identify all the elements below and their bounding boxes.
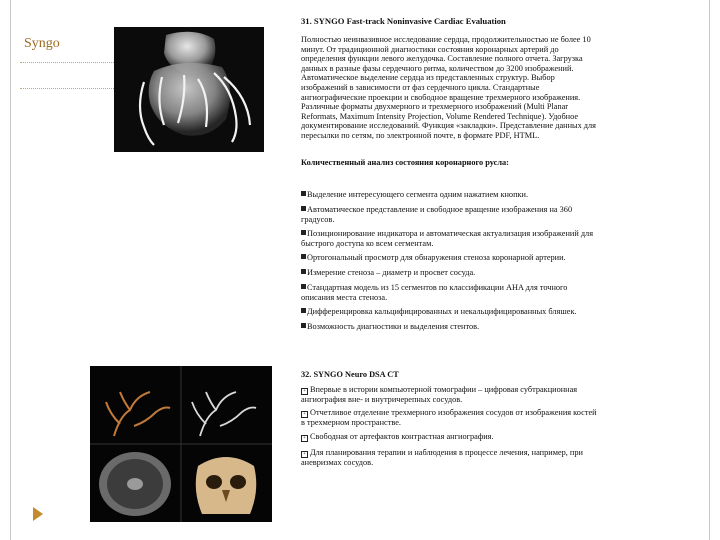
square-bullet-icon: [301, 191, 306, 196]
list-item: + Отчетливое отделение трехмерного изображения сосудов от изображения костей в трехмерном пространстве.: [301, 408, 597, 427]
paragraph-line: минут. От традиционной диагностики состояния коронарных артерий до: [301, 44, 559, 54]
paragraph-line: Reformats, Maximum Intensity Projection, Volume Rendered Technique). Удобное: [301, 111, 579, 121]
list-item: Автоматическое представление и свободное вращение изображения на 360 градусов.: [301, 205, 573, 224]
section-32-title: 32. SYNGO Neuro DSA CT: [301, 370, 399, 379]
paragraph-line: Полностью неинвазивное исследование сердца, продолжительностью не более 10: [301, 35, 591, 44]
brand-title: Syngo: [24, 36, 60, 51]
list-item: Измерение стеноза – диаметр и просвет сосуда.: [301, 268, 475, 278]
list-item: + Свободная от артефактов контрастная ангиография.: [301, 432, 494, 442]
list-item: + Для планирования терапии и наблюдения в процессе лечения, например, при аневризмах сосудов.: [301, 448, 583, 467]
section-31-paragraph: [301, 35, 596, 141]
list-item: Ортогональный просмотр для обнаружения стеноза коронарной артерии.: [301, 253, 566, 263]
section-31-title: 31. SYNGO Fast-track Noninvasive Cardiac Evaluation: [301, 16, 506, 26]
list-item: Возможность диагностики и выделения стентов.: [301, 322, 479, 332]
list-item: + Впервые в истории компьютерной томографии – цифровая субтракционная ангиография вне- и внутричерепных сосудов.: [301, 385, 578, 404]
boxed-plus-bullet-icon: +: [301, 411, 308, 418]
list-item: Выделение интересующего сегмента одним нажатием кнопки.: [301, 190, 528, 200]
paragraph-line: Автоматическое выделение сердца из представленных структур. Выбор: [301, 73, 555, 83]
divider-bottom: [20, 88, 120, 89]
paragraph-line: документирование исследований. Функция «закладки». Представление данных для: [301, 121, 596, 131]
square-bullet-icon: [301, 254, 306, 259]
paragraph-line: пересылки по сетям, по электронной почте, в формате PDF, HTML.: [301, 130, 540, 140]
paragraph-line: Различные форматы двухмерного и трехмерного изображений (Multi Planar: [301, 102, 569, 112]
left-border-line: [10, 0, 11, 540]
heart-3d-image: [114, 27, 264, 152]
boxed-plus-bullet-icon: +: [301, 388, 308, 395]
square-bullet-icon: [301, 323, 306, 328]
list-item: Стандартная модель из 15 сегментов по классификации AHA для точного описания места стеноза.: [301, 283, 568, 302]
list-item: Позиционирование индикатора и автоматическая актуализация изображений для быстрого доступа ко всем сегментам.: [301, 229, 594, 248]
square-bullet-icon: [301, 284, 306, 289]
neuro-dsa-ct-image: [90, 366, 272, 522]
square-bullet-icon: [301, 206, 306, 211]
square-bullet-icon: [301, 308, 306, 313]
section-31-subheading: Количественный анализ состояния коронарного русла:: [301, 158, 509, 167]
divider-top: [20, 62, 120, 63]
paragraph-line: данных в разные фазы сердечного ритма, количеством до 3200 изображений.: [301, 63, 574, 73]
paragraph-line: ангиографические проекции и свободное вращение трехмерного изображения.: [301, 92, 581, 102]
list-item: Дифференцировка кальцифицированных и некальцифицированных бляшек.: [301, 307, 577, 317]
play-triangle-icon[interactable]: [33, 507, 43, 521]
paragraph-line: определения функции левого желудочка. Составление полного отчета. Загрузка: [301, 54, 583, 64]
boxed-plus-bullet-icon: +: [301, 451, 308, 458]
boxed-plus-bullet-icon: +: [301, 435, 308, 442]
square-bullet-icon: [301, 230, 306, 235]
square-bullet-icon: [301, 269, 306, 274]
right-border-line: [709, 0, 710, 540]
paragraph-line: изображений в зависимости от фаз сердечного цикла. Стандартные: [301, 82, 540, 92]
